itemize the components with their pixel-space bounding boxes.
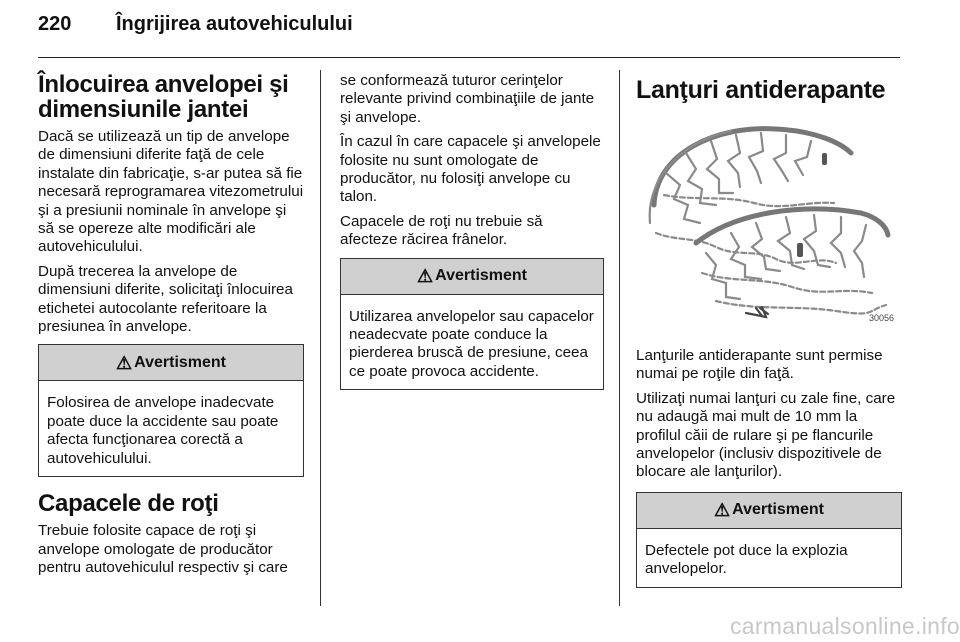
snow-chains-drawing <box>636 113 898 329</box>
heading-snow-chains: Lanţuri antiderapante <box>636 76 886 104</box>
warning-title: Avertisment <box>435 266 528 284</box>
warning-text: Defectele pot duce la explozia anvelopelor. <box>645 541 848 578</box>
column-1 <box>38 72 304 583</box>
warning-header <box>341 259 603 295</box>
heading-wheel-covers: Capacele de roţi <box>38 490 219 518</box>
paragraph: După trecerea la anvelope de dimensiuni diferite, solicitaţi înlocuirea etichetei autocolante referitoare la presiunea în anvelope. <box>38 262 293 336</box>
page-number: 220 <box>38 13 72 35</box>
paragraph: Capacele de roţi nu trebuie să afecteze răcirea frânelor. <box>340 212 543 249</box>
running-title: Îngrijirea autovehiculului <box>116 13 353 35</box>
column-divider-1 <box>320 70 321 606</box>
warning-title: Avertisment <box>134 353 227 371</box>
snow-chains-illustration <box>636 113 898 329</box>
paragraph: se conformează tuturor cerinţelor relevante privind combinaţiile de jante şi anvelope. <box>340 72 595 126</box>
paragraph: Dacă se utilizează un tip de anvelope de dimensiuni diferite faţă de cele instalate din fabricaţie, s-ar putea să fie necesară reprogramarea vitezometrului şi a presiunii nominale în anvelope şi să se opereze alte modificări ale autovehiculului. <box>38 128 304 256</box>
warning-text: Utilizarea anvelopelor sau capacelor neadecvate poate conduce la pierderea bruscă de presiune, ceea ce poate provoca accidente. <box>349 307 594 380</box>
warning-triangle-icon: ⚠ <box>713 500 731 521</box>
figure-number: 30056 <box>868 312 894 323</box>
column-2 <box>340 72 604 400</box>
warning-header <box>39 345 303 381</box>
warning-triangle-icon: ⚠ <box>115 352 133 373</box>
paragraph: Utilizaţi numai lanţuri cu zale fine, care nu adaugă mai mult de 10 mm la profilul căii de rulare şi pe flancurile anvelopelor (inclusiv dispozitivele de blocare ale lanţurilor). <box>636 389 896 481</box>
paragraph: Trebuie folosite capace de roţi şi anvelope omologate de producător pentru autovehiculul respectiv şi care <box>38 522 288 576</box>
column-3 <box>636 72 902 598</box>
column-divider-2 <box>619 70 620 606</box>
warning-triangle-icon: ⚠ <box>416 265 434 286</box>
warning-box <box>340 258 604 391</box>
warning-box <box>636 492 902 588</box>
warning-box <box>38 344 304 477</box>
warning-title: Avertisment <box>732 501 825 519</box>
page-header <box>38 13 353 45</box>
warning-header <box>637 493 901 529</box>
paragraph: În cazul în care capacele şi anvelopele folosite nu sunt omologate de producător, nu folosiţi anvelope cu talon. <box>340 133 601 206</box>
watermark: carmanualsonline.info <box>729 613 960 639</box>
header-rule <box>38 57 900 58</box>
heading-tire-replacement: Înlocuirea anvelopei şi dimensiunile jantei <box>38 71 289 123</box>
warning-text: Folosirea de anvelope inadecvate poate duce la accidente sau poate afecta funcţionarea corectă a autovehiculului. <box>47 394 279 467</box>
paragraph: Lanţurile antiderapante sunt permise numai pe roţile din faţă. <box>636 347 883 383</box>
